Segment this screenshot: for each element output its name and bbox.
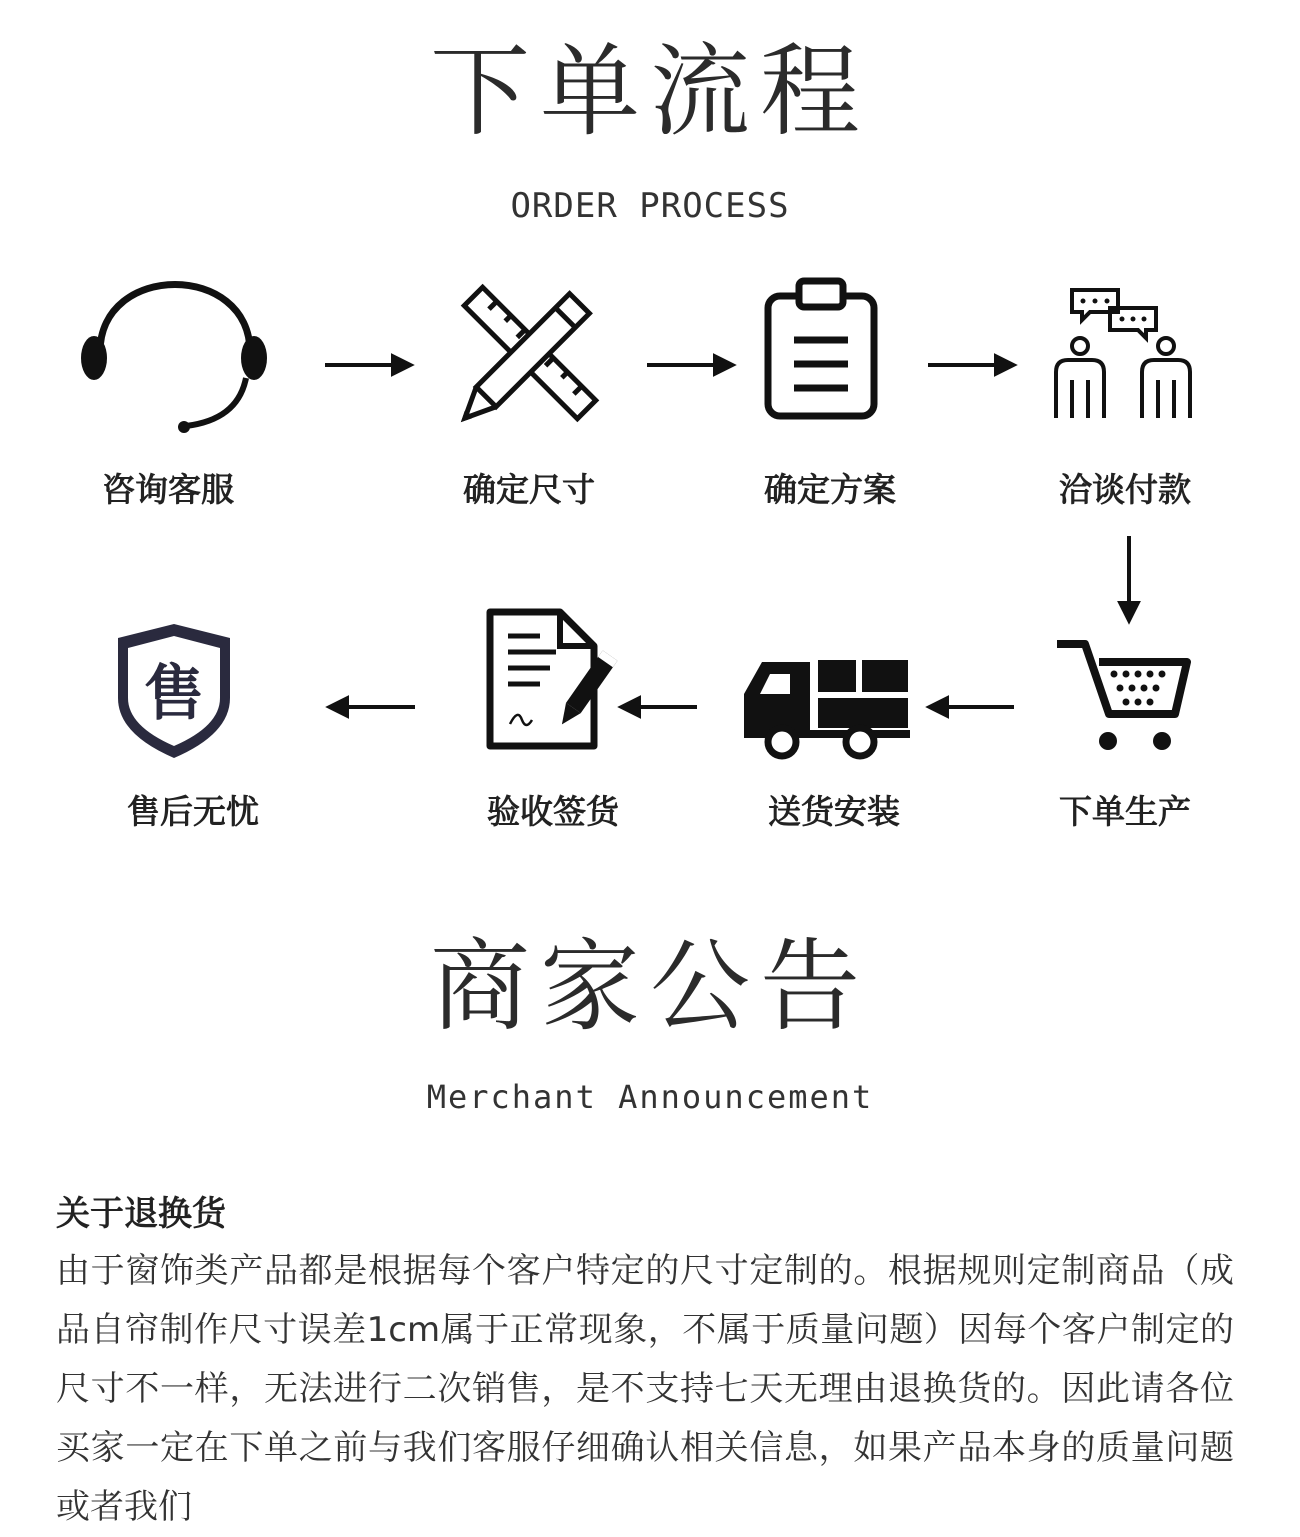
delivery-truck-icon xyxy=(744,660,910,756)
step-label-after-sales: 售后无忧 xyxy=(127,792,259,831)
step-label-plan: 确定方案 xyxy=(764,470,896,509)
announcement-subtitle: Merchant Announcement xyxy=(426,1078,874,1116)
step-label-consult: 咨询客服 xyxy=(102,470,234,509)
discussion-icon xyxy=(1056,290,1190,418)
order-process-title: 下单流程 xyxy=(430,33,870,150)
shield-character: 售 xyxy=(144,659,204,729)
step-label-payment: 洽谈付款 xyxy=(1059,470,1191,509)
order-process-subtitle: ORDER PROCESS xyxy=(510,186,790,226)
ruler-pencil-icon xyxy=(455,287,596,428)
flow-arrows xyxy=(325,365,1129,707)
shopping-cart-icon xyxy=(1057,644,1187,750)
announcement-title: 商家公告 xyxy=(430,928,870,1045)
return-policy-heading: 关于退换货 xyxy=(56,1194,226,1234)
step-label-measure: 确定尺寸 xyxy=(463,470,595,509)
clipboard-icon xyxy=(768,281,874,416)
step-label-acceptance: 验收签货 xyxy=(487,792,619,831)
after-sales-shield-icon xyxy=(118,624,230,758)
return-policy-body: 由于窗饰类产品都是根据每个客户特定的尺寸定制的。根据规则定制商品（成品自帘制作尺寸误差1cm属于正常现象，不属于质量问题）因每个客户制定的尺寸不一样，无法进行二次销售，是不支持七天无理由退换货的。因此请各位买家一定在下单之前与我们客服仔细确认相关信息，如果产品本身的质量问题或者我们 xyxy=(56,1251,1234,1527)
step-label-delivery: 送货安装 xyxy=(768,792,900,831)
signed-document-icon xyxy=(490,612,617,746)
headset-icon xyxy=(81,285,267,434)
step-label-production: 下单生产 xyxy=(1059,792,1191,831)
